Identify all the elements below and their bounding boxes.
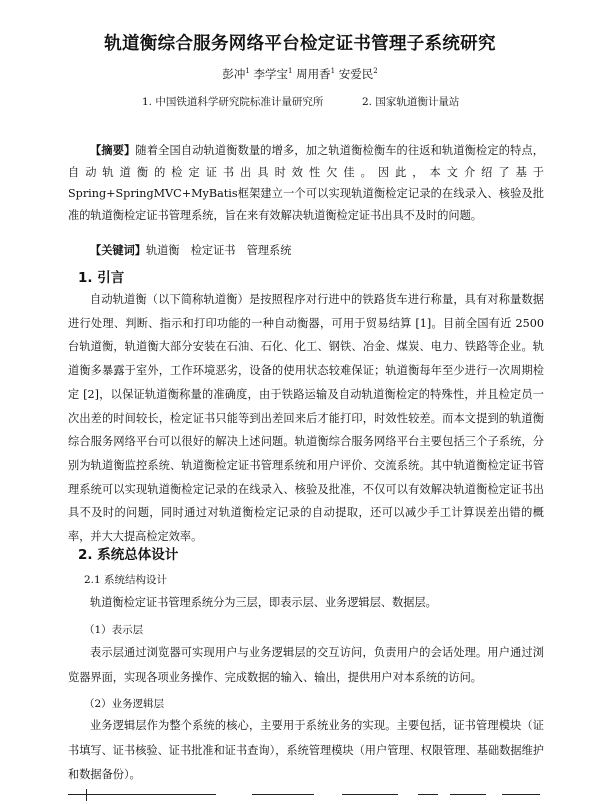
footer-rule [68,794,216,795]
author-affiliation-mark: 1 [287,67,293,76]
section-paragraph: 业务逻辑层作为整个系统的核心，主要用于系统业务的实现。主要包括，证书管理模块（证书填写、证书核验、证书批准和证书查询），系统管理模块（用户管理、权限管理、基础数据维护和数据备份）。 [68,719,544,781]
affiliation-1: 1. 中国铁道科学研究院标准计量研究所 [142,96,324,108]
abstract [68,140,544,226]
footer-rule [502,794,540,795]
footer-rule [342,794,398,795]
footer-rule [450,794,486,795]
author-affiliation-mark: 1 [330,67,336,76]
affiliation-2: 2. 国家轨道衡计量站 [362,96,460,108]
author-name: 安爱民 [338,67,374,81]
subsection-heading: 2.1 系统结构设计 [84,574,168,586]
abstract-label: 【摘要】 [90,143,136,157]
author-name: 彭冲 [222,67,246,81]
section-paragraph: 轨道衡检定证书管理系统分为三层，即表示层、业务逻辑层、数据层。 [90,596,437,609]
author-name: 李学宝 [253,67,288,81]
footnote-marker [86,789,87,801]
footer-rule [418,794,438,795]
section-paragraph: 自动轨道衡（以下简称轨道衡）是按照程序对行进中的铁路货车进行称量，具有对称量数据进行处理、判断、指示和打印功能的一种自动衡器，可用于贸易结算 [1]。目前全国有近 2500 台轨道衡，轨道衡大部分安装在石油、石化、化工、钢铁、冶金、煤炭、电力、铁路等企业。轨道衡多暴露于室外，工作环境恶劣，设备的使用状态较难保证；轨道衡每年至少进行一次周期检定 [2]，以保证轨道衡称量的准确度，由于铁路运输及自动轨道衡检定的特殊性，并且检定员一次出差的时间较长，检定证书只能等到出差回来后才能打印，时效性较差。而本文提到的轨道衡综合服务网络平台可以很好的解决上述问题。轨道衡综合服务网络平台主要包括三个子系统，分别为轨道衡监控系统、轨道衡检定证书管理系统和用户评价、交流系统。其中轨道衡检定证书管理系统可以实现轨道衡检定记录的在线录入、核验及批准，不仅可以有效解决轨道衡检定证书出具不及时的问题，同时通过对轨道衡检定记录的自动提取，还可以减少手工计算误差出错的概率，并大大提高检定效率。 [68,293,544,544]
subsection-heading: （1）表示层 [84,624,144,636]
paper-title: 轨道衡综合服务网络平台检定证书管理子系统研究 [104,34,496,54]
keywords [68,240,544,262]
section-paragraph: 表示层通过浏览器可实现用户与业务逻辑层的交互访问，负责用户的会话处理。用户通过浏览器界面，实现各项业务操作、完成数据的输入、输出，提供用户对本系统的访问。 [68,646,544,684]
author-name: 周用香 [296,67,331,81]
author-list [0,66,600,82]
section-heading: 1. 引言 [78,270,125,286]
footer-rule [252,794,314,795]
keywords-text: 轨道衡 检定证书 管理系统 [145,244,292,257]
abstract-text: 随着全国自动轨道衡数量的增多，加之轨道衡检衡车的往返和轨道衡检定的特点，自动轨道衡的检定证书出具时效性欠佳。因此，本文介绍了基于Spring+SpringMVC+MyBatis框架建立一个可以实现轨道衡检定记录的在线录入、核验及批准的轨道衡检定证书管理系统，旨在来有效解决轨道衡检定证书出具不及时的问题。 [68,144,544,222]
keywords-label: 【关键词】 [90,243,146,257]
section-heading: 2. 系统总体设计 [78,547,179,563]
subsection-heading: （2）业务逻辑层 [84,698,165,710]
author-affiliation-mark: 2 [373,67,378,76]
author-affiliation-mark: 1 [245,67,250,76]
